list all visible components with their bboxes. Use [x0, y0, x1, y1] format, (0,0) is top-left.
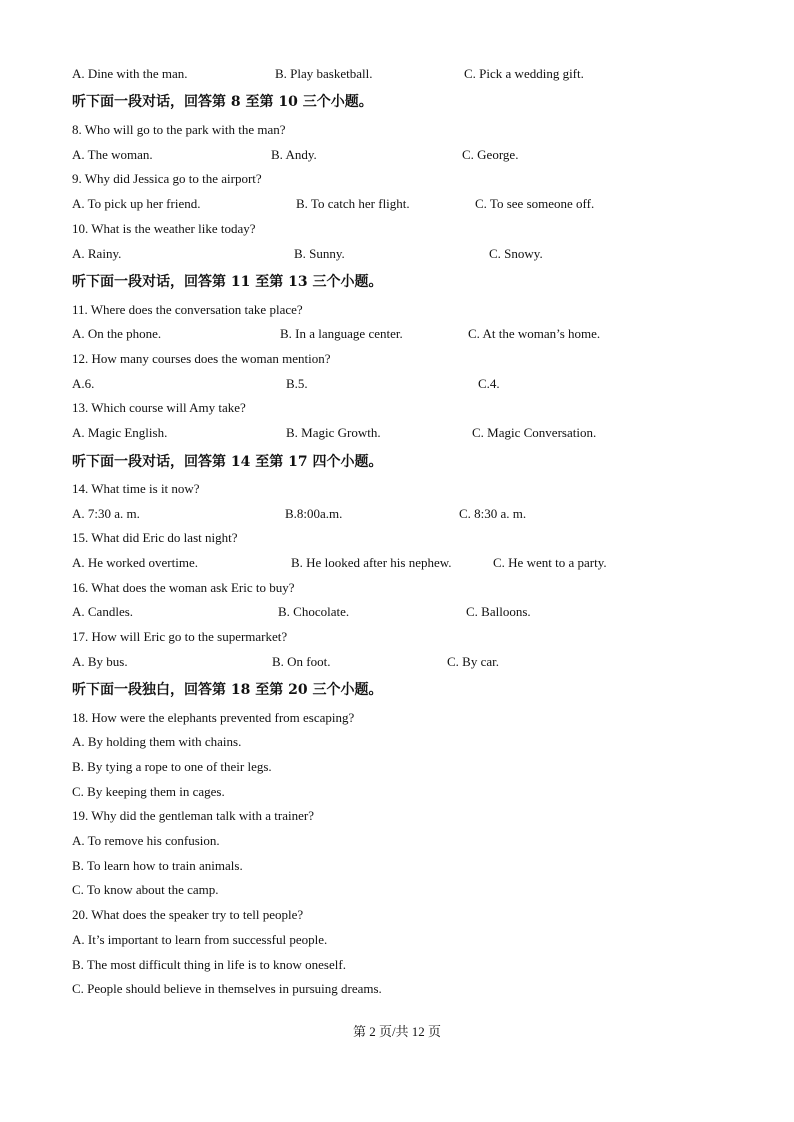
section-heading: 听下面一段对话，回答第 8 至第 10 三个小题。	[72, 94, 373, 110]
question-line: 10. What is the weather like today?	[72, 221, 256, 236]
option-a: A. 7:30 a. m.	[72, 506, 140, 521]
page-footer: 第 2 页/共 12 页	[352, 1024, 442, 1039]
option-c: C. Balloons.	[466, 604, 531, 619]
option-b: B. Magic Growth.	[286, 425, 381, 440]
option-a: A. Dine with the man.	[72, 66, 188, 81]
section-heading: 听下面一段独白，回答第 18 至第 20 三个小题。	[72, 682, 383, 698]
option-c: C.4.	[478, 376, 500, 391]
option-b: B. On foot.	[272, 654, 331, 669]
question-line: A. By holding them with chains.	[72, 734, 242, 749]
question-line: 12. How many courses does the woman mention?	[72, 351, 331, 366]
option-c: C. At the woman’s home.	[468, 326, 601, 341]
option-b: B. He looked after his nephew.	[291, 555, 452, 570]
option-b: B. Play basketball.	[275, 66, 373, 81]
question-line: A. To remove his confusion.	[72, 833, 220, 848]
option-a: A. He worked overtime.	[72, 555, 198, 570]
option-c: C. By car.	[447, 654, 499, 669]
option-a: A. To pick up her friend.	[72, 196, 201, 211]
question-line: C. To know about the camp.	[72, 882, 219, 897]
option-c: C. To see someone off.	[475, 196, 595, 211]
question-line: 14. What time is it now?	[72, 481, 200, 496]
option-b: B. To catch her flight.	[296, 196, 410, 211]
section-heading: 听下面一段对话，回答第 11 至第 13 三个小题。	[72, 274, 383, 290]
option-a: A. By bus.	[72, 654, 128, 669]
option-b: B. Andy.	[271, 147, 317, 162]
question-line: B. By tying a rope to one of their legs.	[72, 759, 272, 774]
option-b: B. In a language center.	[280, 326, 403, 341]
option-b: B. Chocolate.	[278, 604, 350, 619]
question-line: 20. What does the speaker try to tell people?	[72, 907, 304, 922]
option-c: C. Magic Conversation.	[472, 425, 597, 440]
option-a: A. Candles.	[72, 604, 134, 619]
option-c: C. Snowy.	[489, 246, 543, 261]
option-c: C. George.	[462, 147, 519, 162]
option-c: C. 8:30 a. m.	[459, 506, 527, 521]
option-c: C. Pick a wedding gift.	[464, 66, 584, 81]
option-a: A. The woman.	[72, 147, 153, 162]
option-a: A. On the phone.	[72, 326, 162, 341]
option-b: B.5.	[286, 376, 308, 391]
question-line: 18. How were the elephants prevented from escaping?	[72, 710, 355, 725]
question-line: 13. Which course will Amy take?	[72, 400, 246, 415]
option-a: A.6.	[72, 376, 95, 391]
section-heading: 听下面一段对话，回答第 14 至第 17 四个小题。	[72, 454, 383, 470]
option-a: A. Rainy.	[72, 246, 122, 261]
question-line: A. It’s important to learn from successful people.	[72, 932, 328, 947]
question-line: C. People should believe in themselves in pursuing dreams.	[72, 981, 382, 996]
option-b: B. Sunny.	[294, 246, 345, 261]
question-line: B. To learn how to train animals.	[72, 858, 243, 873]
question-line: 9. Why did Jessica go to the airport?	[72, 171, 262, 186]
question-line: 17. How will Eric go to the supermarket?	[72, 629, 288, 644]
question-line: 11. Where does the conversation take place?	[72, 302, 303, 317]
option-c: C. He went to a party.	[493, 555, 607, 570]
option-b: B.8:00a.m.	[285, 506, 343, 521]
question-line: 16. What does the woman ask Eric to buy?	[72, 580, 295, 595]
question-line: C. By keeping them in cages.	[72, 784, 225, 799]
question-line: B. The most difficult thing in life is to know oneself.	[72, 957, 346, 972]
question-line: 8. Who will go to the park with the man?	[72, 122, 286, 137]
option-a: A. Magic English.	[72, 425, 168, 440]
question-line: 15. What did Eric do last night?	[72, 530, 238, 545]
question-line: 19. Why did the gentleman talk with a trainer?	[72, 808, 314, 823]
